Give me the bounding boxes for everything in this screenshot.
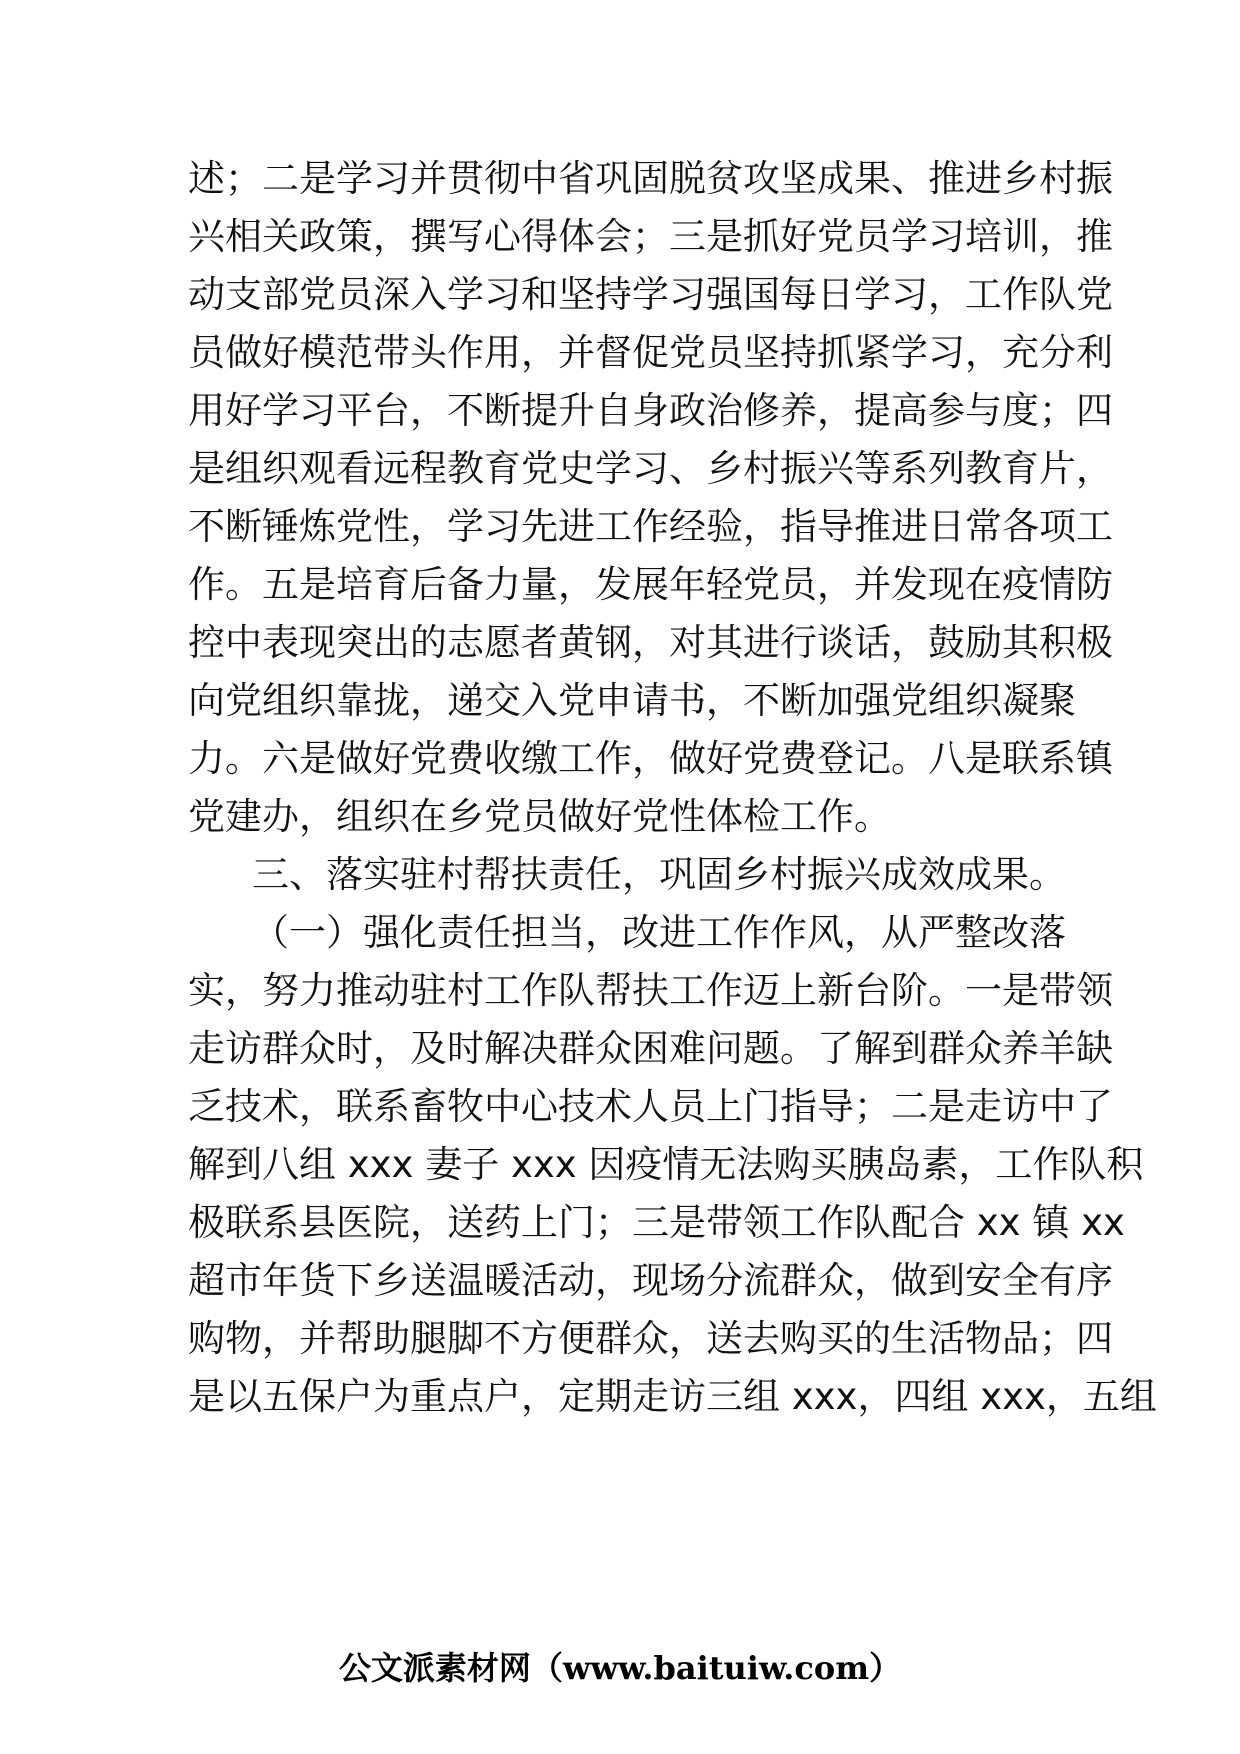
body-text-line: 动支部党员深入学习和坚持学习强国每日学习，工作队党 [188,273,1113,316]
body-text-line: 用好学习平台，不断提升自身政治修养，提高参与度；四 [188,389,1113,432]
body-text-line: 向党组织靠拢，递交入党申请书，不断加强党组织凝聚 [188,679,1076,722]
body-text-line: 党建办，组织在乡党员做好党性体检工作。 [188,795,891,838]
body-text-line: 是以五保户为重点户，定期走访三组 xxx，四组 xxx，五组 [188,1375,1157,1418]
section-heading: 三、落实驻村帮扶责任，巩固乡村振兴成效成果。 [252,853,1066,896]
body-text-line: 解到八组 xxx 妻子 xxx 因疫情无法购买胰岛素，工作队积 [188,1143,1144,1186]
body-text-line: 极联系县医院，送药上门；三是带领工作队配合 xx 镇 xx [188,1201,1125,1244]
subsection-heading-line: （一）强化责任担当，改进工作作风，从严整改落 [252,911,1066,954]
body-text-line: 超市年货下乡送温暖活动，现场分流群众，做到安全有序 [188,1259,1113,1302]
body-text-line: 乏技术，联系畜牧中心技术人员上门指导；二是走访中了 [188,1085,1113,1128]
body-text-line: 是组织观看远程教育党史学习、乡村振兴等系列教育片， [188,447,1113,490]
body-text-line: 作。五是培育后备力量，发展年轻党员，并发现在疫情防 [188,563,1113,606]
body-text-line: 力。六是做好党费收缴工作，做好党费登记。八是联系镇 [188,737,1113,780]
body-text-line: 兴相关政策，撰写心得体会；三是抓好党员学习培训，推 [188,215,1113,258]
footer-watermark: 公文派素材网（www.baituiw.com） [338,1649,902,1687]
body-text-line: 购物，并帮助腿脚不方便群众，送去购买的生活物品；四 [188,1317,1113,1360]
body-text-line: 员做好模范带头作用，并督促党员坚持抓紧学习，充分利 [188,331,1113,374]
body-text-line: 不断锤炼党性，学习先进工作经验，指导推进日常各项工 [188,505,1113,548]
body-text-line: 实，努力推动驻村工作队帮扶工作迈上新台阶。一是带领 [188,969,1113,1012]
body-text-line: 述；二是学习并贯彻中省巩固脱贫攻坚成果、推进乡村振 [188,157,1113,200]
body-text-line: 走访群众时，及时解决群众困难问题。了解到群众养羊缺 [188,1027,1113,1070]
body-text-line: 控中表现突出的志愿者黄钢，对其进行谈话，鼓励其积极 [188,621,1113,664]
